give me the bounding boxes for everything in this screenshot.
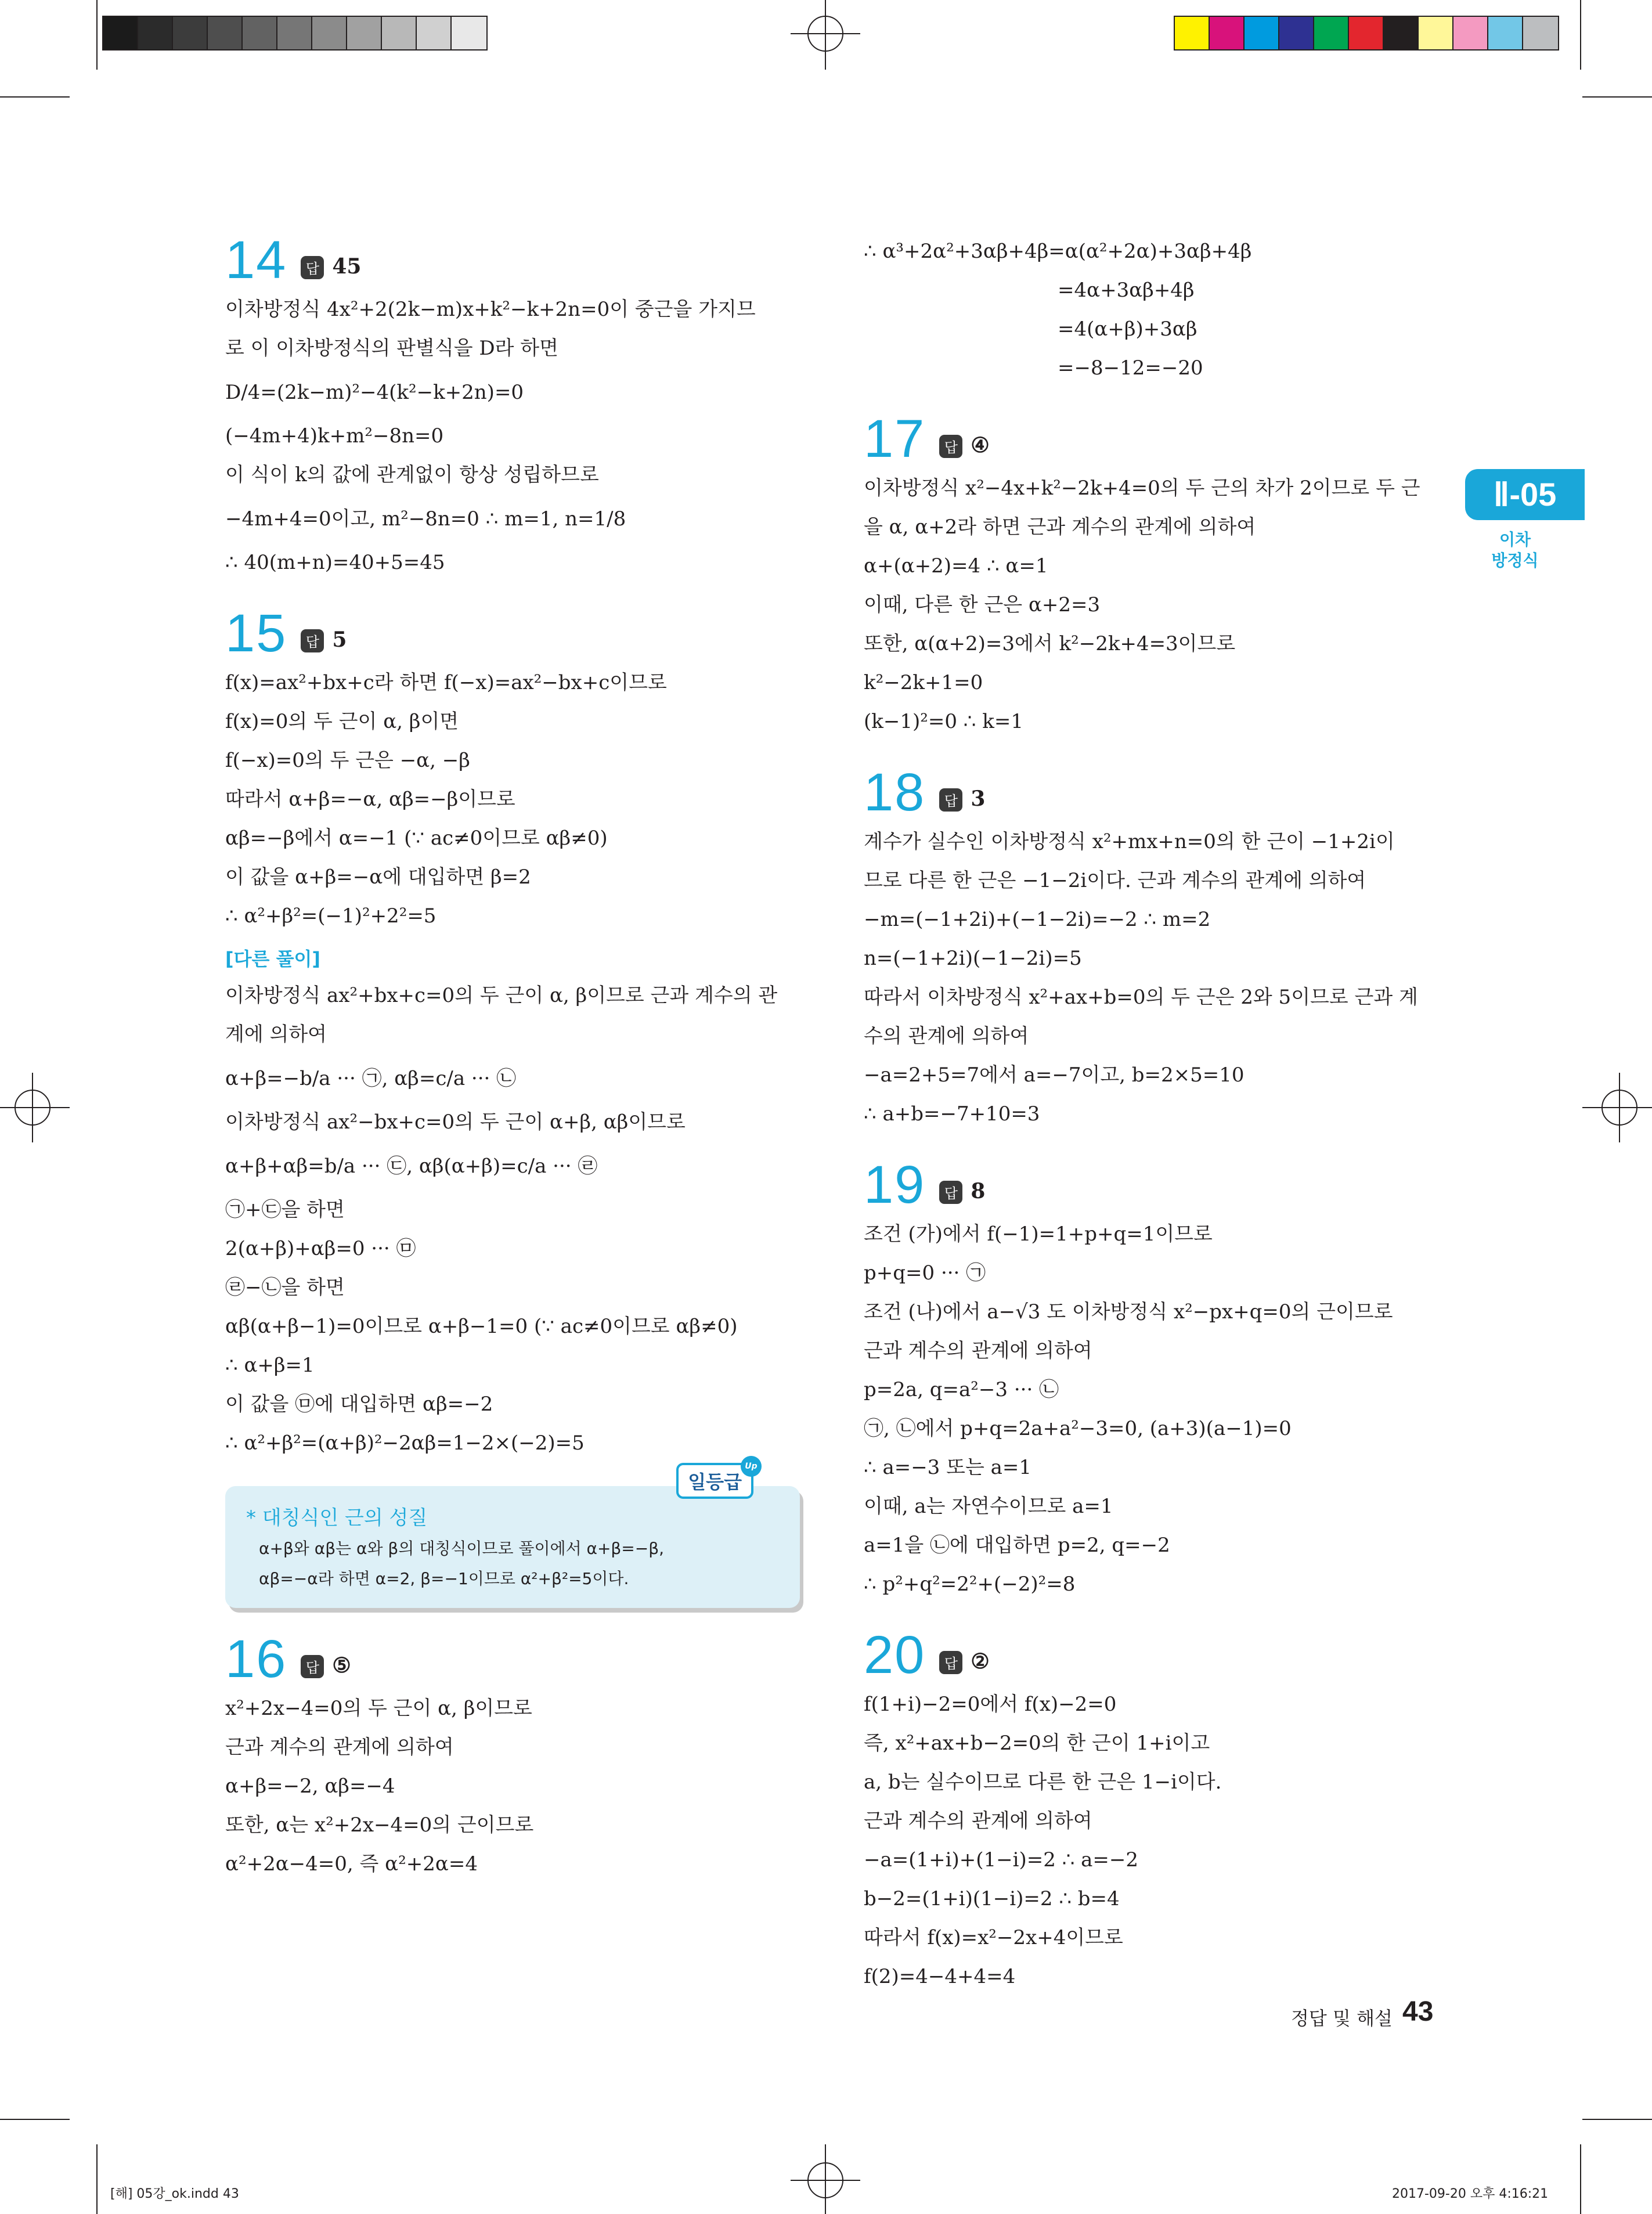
solution-line: 따라서 α+β=−α, αβ=−β이므로	[225, 788, 515, 811]
solution-line: 이 식이 k의 값에 관계없이 항상 성립하므로	[225, 463, 599, 486]
solution-line: αβ=−β에서 α=−1 (∵ ac≠0이므로 αβ≠0)	[225, 827, 608, 850]
alternate-solution-heading: [다른 풀이]	[225, 948, 321, 970]
problem-number: 17	[864, 409, 926, 468]
solution-line: f(x)=0의 두 근이 α, β이면	[225, 710, 459, 733]
color-swatch	[1453, 17, 1488, 49]
registration-mark-left	[0, 1073, 70, 1142]
color-swatch	[277, 17, 312, 49]
solution-line: 므로 다른 한 근은 −1−2i이다. 근과 계수의 관계에 의하여	[864, 869, 1366, 892]
problem-number: 18	[864, 763, 926, 822]
solution-line: f(1+i)−2=0에서 f(x)−2=0	[864, 1693, 1117, 1716]
solution-line: −4m+4=0이고, m²−8n=0 ∴ m=1, n=1/8	[225, 507, 626, 531]
solution-line: α+β=−2, αβ=−4	[225, 1775, 395, 1798]
solution-line: 근과 계수의 관계에 의하여	[864, 1809, 1092, 1833]
color-swatch	[138, 17, 173, 49]
solution-line: ∴ α²+β²=(−1)²+2²=5	[225, 904, 437, 928]
problem-header	[864, 765, 1438, 820]
alternate-solution-line: 2(α+β)+αβ=0 ··· ㉤	[225, 1237, 416, 1260]
solution-line: n=(−1+2i)(−1−2i)=5	[864, 947, 1082, 970]
page-number: 43	[1402, 1996, 1434, 2027]
registration-mark-bottom	[791, 2144, 860, 2214]
chapter-label-line: 방정식	[1491, 551, 1539, 570]
solution-line: x²+2x−4=0의 두 근이 α, β이므로	[225, 1697, 532, 1720]
solution-line: ㉠, ㉡에서 p+q=2a+a²−3=0, (a+3)(a−1)=0	[864, 1417, 1292, 1440]
problem-header	[864, 1627, 1438, 1683]
color-swatch	[1488, 17, 1523, 49]
answer-value: ⑤	[332, 1653, 351, 1678]
continuation-line: ∴ α³+2α²+3αβ+4β=α(α²+2α)+3αβ+4β	[864, 240, 1252, 263]
solution-line: 이때, 다른 한 근은 α+2=3	[864, 593, 1101, 616]
problem-number: 16	[225, 1629, 287, 1689]
print-slug-file: [해] 05강_ok.indd 43	[110, 2187, 239, 2201]
color-swatch	[1314, 17, 1349, 49]
problem-header	[225, 1631, 794, 1687]
problem-block	[864, 411, 1438, 741]
solution-line: α+(α+2)=4 ∴ α=1	[864, 554, 1048, 578]
problem-number: 20	[864, 1625, 926, 1685]
solution-line: 즉, x²+ax+b−2=0의 한 근이 1+i이고	[864, 1732, 1210, 1755]
solution-line: (−4m+4)k+m²−8n=0	[225, 424, 444, 448]
alternate-solution-line: α+β+αβ=b/a ··· ㉢, αβ(α+β)=c/a ··· ㉣	[225, 1155, 598, 1178]
solution-line: 조건 (나)에서 a−√3 도 이차방정식 x²−px+q=0의 근이므로	[864, 1300, 1393, 1324]
left-column	[225, 232, 794, 1884]
problem-block	[225, 605, 794, 1463]
solution-line: α²+2α−4=0, 즉 α²+2α=4	[225, 1852, 478, 1876]
tip-badge	[676, 1462, 758, 1499]
alternate-solution-line: αβ(α+β−1)=0이므로 α+β−1=0 (∵ ac≠0이므로 αβ≠0)	[225, 1315, 738, 1338]
answer-value: 3	[971, 787, 986, 811]
answer-value: 8	[971, 1179, 986, 1203]
color-swatch	[347, 17, 382, 49]
alternate-solution-line: 이 값을 ㉤에 대입하면 αβ=−2	[225, 1393, 493, 1416]
solution-line: 조건 (가)에서 f(−1)=1+p+q=1이므로	[864, 1223, 1213, 1246]
color-swatch	[1175, 17, 1210, 49]
solution-line: ∴ a+b=−7+10=3	[864, 1102, 1040, 1126]
color-swatch	[1419, 17, 1453, 49]
color-swatch	[1384, 17, 1419, 49]
solution-line: a=1을 ㉡에 대입하면 p=2, q=−2	[864, 1534, 1170, 1557]
solution-line: f(2)=4−4+4=4	[864, 1965, 1016, 1988]
solution-line: 이차방정식 4x²+2(2k−m)x+k²−k+2n=0이 중근을 가지므	[225, 298, 756, 321]
solution-line: 따라서 이차방정식 x²+ax+b=0의 두 근은 2와 5이므로 근과 계	[864, 986, 1418, 1009]
color-swatch	[1279, 17, 1314, 49]
alternate-solution-line: ㉣−㉡을 하면	[225, 1276, 345, 1299]
solution-line: a, b는 실수이므로 다른 한 근은 1−i이다.	[864, 1771, 1222, 1794]
color-swatch	[1210, 17, 1245, 49]
problem-block	[864, 765, 1438, 1134]
problem-block	[864, 1157, 1438, 1604]
problem-number: 14	[225, 230, 287, 290]
problem-number: 15	[225, 604, 287, 663]
color-swatch	[312, 17, 347, 49]
problem-block	[225, 1631, 794, 1884]
color-swatch	[243, 17, 277, 49]
solution-line: f(−x)=0의 두 근은 −α, −β	[225, 749, 470, 772]
problem-header	[864, 411, 1438, 467]
solution-line: 이 값을 α+β=−α에 대입하면 β=2	[225, 866, 531, 889]
answer-value: 45	[332, 254, 362, 279]
crop-mark-top-left-h	[0, 96, 70, 98]
answer-badge: 답	[301, 1655, 324, 1678]
tip-badge-up: Up	[741, 1456, 762, 1477]
answer-badge: 답	[939, 788, 962, 812]
solution-line: 이때, a는 자연수이므로 a=1	[864, 1495, 1113, 1518]
solution-line: k²−2k+1=0	[864, 671, 983, 694]
crop-mark-top-left-v	[96, 0, 98, 70]
alternate-solution-line: α+β=−b/a ··· ㉠, αβ=c/a ··· ㉡	[225, 1067, 517, 1090]
alternate-solution-line: 이차방정식 ax²−bx+c=0의 두 근이 α+β, αβ이므로	[225, 1110, 686, 1134]
tip-line: αβ=−α라 하면 α=2, β=−1이므로 α²+β²=5이다.	[259, 1569, 629, 1588]
tip-line: α+β와 αβ는 α와 β의 대칭식이므로 풀이에서 α+β=−β,	[259, 1539, 664, 1558]
solution-line: −a=2+5=7에서 a=−7이고, b=2×5=10	[864, 1063, 1245, 1087]
chapter-label-line: 이차	[1499, 530, 1531, 549]
solution-line: p=2a, q=a²−3 ··· ㉡	[864, 1378, 1059, 1401]
answer-value: ④	[971, 433, 990, 457]
continuation-line: =−8−12=−20	[1058, 356, 1203, 380]
continuation-line: =4(α+β)+3αβ	[1058, 318, 1197, 341]
footer-label: 정답 및 해설	[1291, 2007, 1393, 2029]
solution-line: 또한, α는 x²+2x−4=0의 근이므로	[225, 1813, 534, 1837]
solution-line: f(x)=ax²+bx+c라 하면 f(−x)=ax²−bx+c이므로	[225, 671, 667, 694]
solution-line: 수의 관계에 의하여	[864, 1025, 1029, 1048]
solution-line: 이차방정식 x²−4x+k²−2k+4=0의 두 근의 차가 2이므로 두 근	[864, 477, 1420, 500]
print-slug-date: 2017-09-20 오후 4:16:21	[1392, 2187, 1549, 2201]
solution-line: ∴ 40(m+n)=40+5=45	[225, 551, 445, 574]
color-swatch-bar	[1174, 16, 1559, 51]
problem-header	[225, 232, 794, 288]
color-swatch	[103, 17, 138, 49]
tip-badge-label: 일등급	[688, 1471, 742, 1493]
alternate-solution-line: ㉠+㉢을 하면	[225, 1198, 345, 1221]
right-column	[864, 232, 1438, 1996]
solution-line: 근과 계수의 관계에 의하여	[225, 1736, 454, 1759]
color-swatch	[1523, 17, 1558, 49]
answer-value: 5	[332, 628, 347, 652]
answer-value: ②	[971, 1649, 990, 1674]
answer-badge: 답	[939, 1181, 962, 1204]
solution-line: 근과 계수의 관계에 의하여	[864, 1339, 1092, 1362]
tip-title: * 대칭식인 근의 성질	[246, 1506, 428, 1530]
continuation-line: =4α+3αβ+4β	[1058, 279, 1195, 302]
solution-line: −m=(−1+2i)+(−1−2i)=−2 ∴ m=2	[864, 908, 1211, 931]
registration-mark-top	[791, 0, 860, 70]
solution-line: D/4=(2k−m)²−4(k²−k+2n)=0	[225, 381, 524, 404]
problem-number: 19	[864, 1155, 926, 1214]
continuation-block	[864, 232, 1438, 388]
crop-mark-top-right-h	[1582, 96, 1652, 98]
problem-block	[864, 1627, 1438, 1996]
color-swatch	[1245, 17, 1279, 49]
solution-line: 로 이 이차방정식의 판별식을 D라 하면	[225, 337, 558, 360]
color-swatch	[382, 17, 417, 49]
solution-line: ∴ p²+q²=2²+(−2)²=8	[864, 1573, 1076, 1596]
answer-badge: 답	[301, 629, 324, 652]
alternate-solution-line: ∴ α²+β²=(α+β)²−2αβ=1−2×(−2)=5	[225, 1431, 585, 1455]
chapter-tab: Ⅱ-05	[1465, 469, 1585, 520]
solution-line: ∴ a=−3 또는 a=1	[864, 1456, 1032, 1479]
chapter-label	[1469, 529, 1561, 571]
color-swatch	[173, 17, 208, 49]
solution-line: b−2=(1+i)(1−i)=2 ∴ b=4	[864, 1887, 1120, 1910]
crop-mark-bottom-left-v	[96, 2144, 98, 2214]
solution-line: (k−1)²=0 ∴ k=1	[864, 710, 1023, 733]
crop-mark-top-right-v	[1580, 0, 1581, 70]
color-swatch	[417, 17, 452, 49]
solution-line: 또한, α(α+2)=3에서 k²−2k+4=3이므로	[864, 632, 1236, 655]
registration-mark-right	[1582, 1073, 1652, 1142]
alternate-solution-line: 이차방정식 ax²+bx+c=0의 두 근이 α, β이므로 근과 계수의 관	[225, 984, 778, 1007]
problem-header	[225, 605, 794, 661]
solution-line: 을 α, α+2라 하면 근과 계수의 관계에 의하여	[864, 515, 1256, 539]
tip-box	[225, 1462, 800, 1608]
solution-line: p+q=0 ··· ㉠	[864, 1261, 986, 1285]
answer-badge: 답	[939, 1651, 962, 1674]
answer-badge: 답	[301, 256, 324, 279]
color-swatch	[208, 17, 243, 49]
gray-swatch-bar	[102, 16, 488, 51]
crop-mark-bottom-right-v	[1580, 2144, 1581, 2214]
problem-header	[864, 1157, 1438, 1213]
crop-mark-bottom-right-h	[1582, 2119, 1652, 2120]
solution-line: 따라서 f(x)=x²−2x+4이므로	[864, 1926, 1123, 1949]
alternate-solution-line: ∴ α+β=1	[225, 1354, 315, 1377]
solution-line: 계수가 실수인 이차방정식 x²+mx+n=0의 한 근이 −1+2i이	[864, 830, 1395, 853]
alternate-solution-line: 계에 의하여	[225, 1023, 327, 1046]
problem-block	[225, 232, 794, 582]
crop-mark-bottom-left-h	[0, 2119, 70, 2120]
color-swatch	[452, 17, 486, 49]
solution-line: −a=(1+i)+(1−i)=2 ∴ a=−2	[864, 1848, 1139, 1872]
color-swatch	[1349, 17, 1384, 49]
answer-badge: 답	[939, 435, 962, 458]
